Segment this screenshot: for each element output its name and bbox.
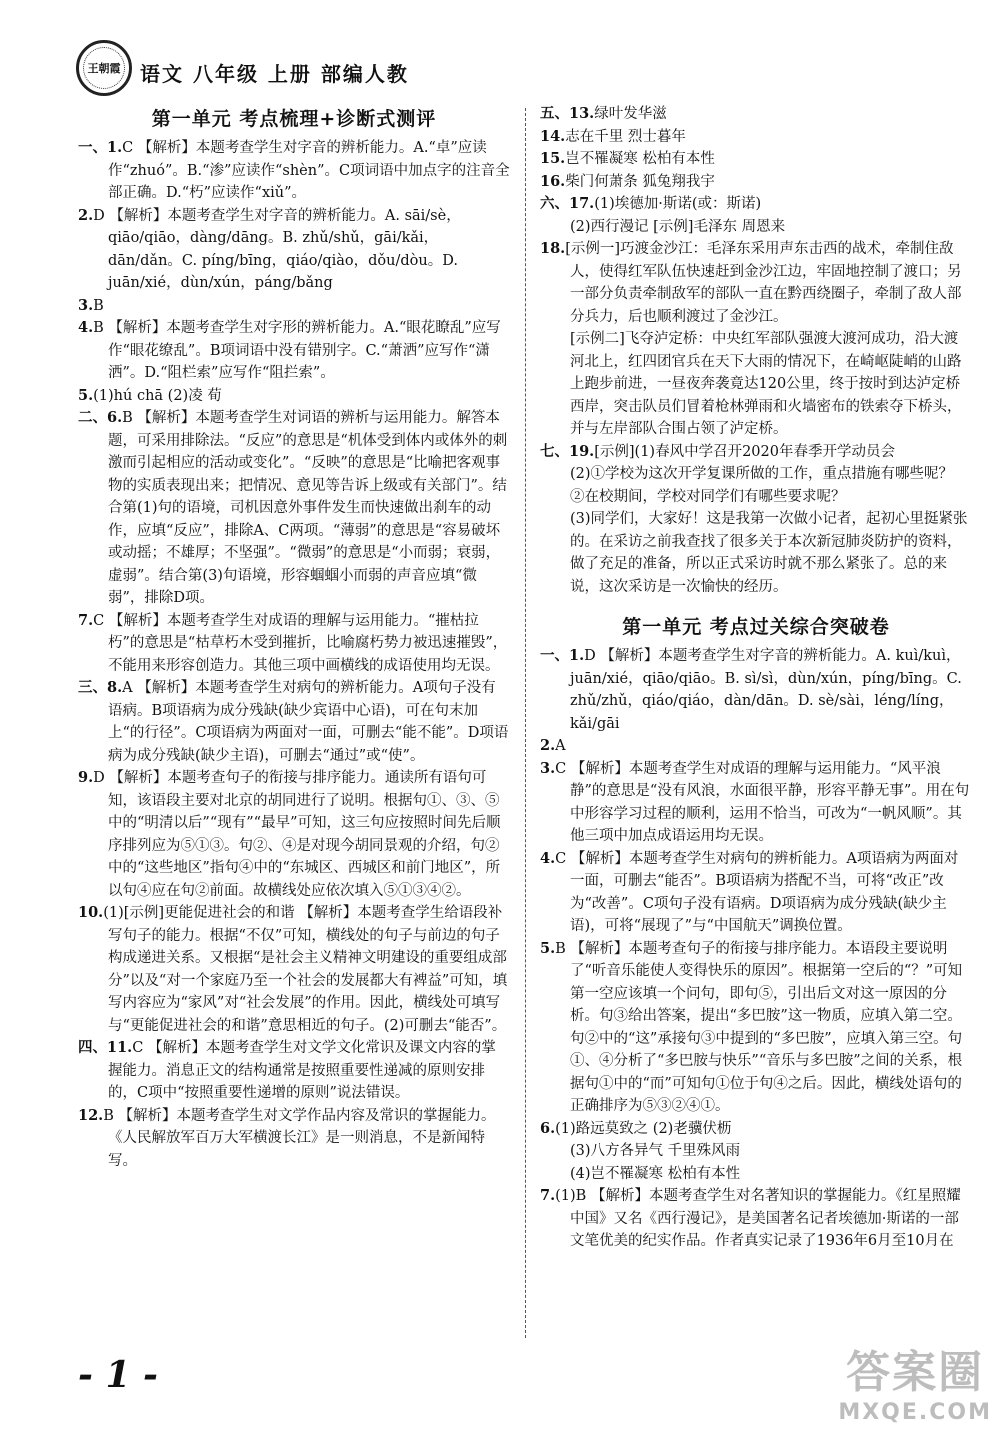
answer-item xyxy=(78,610,510,678)
answer-text: (1)路远莫致之 (2)老骥伏枥 xyxy=(555,1120,732,1137)
answer-text: (1)[示例]更能促进社会的和谐 【解析】本题考查学生给语段补写句子的能力。根据“不仅”可知，横线处的句子与前边的句子构成递进关系。又根据“是社会主义精神文明建设的重要组成部分”以及“对一个家庭乃至一个社会的发展都大有裨益”可知，填写内容应为“家风”对“社会发展”的作用。因此，横线处可填写与“更能促进社会的和谐”意思相近的句子。(2)可删去“能否”。 xyxy=(103,905,508,1034)
answer-text: B 【解析】本题考查学生对字形的辨析能力。A.“眼花瞭乱”应写作“眼花缭乱”。B项词语中没有错别字。C.“萧洒”应写作“潇洒”。D.“阻栏索”应写作“阻拦索”。 xyxy=(93,320,501,381)
column-divider xyxy=(525,108,526,1338)
watermark-url: MXQE.COM xyxy=(838,1400,992,1425)
answer-item xyxy=(540,938,972,1118)
answer-item xyxy=(540,735,972,758)
answer-text: C 【解析】本题考查学生对病句的辨析能力。A项语病为两面对一面，可删去“能否”。B项语病为搭配不当，可将“改正”改为“改善”。C项句子没有语病。D项语病为成分残缺(缺少主语)，可将“展现了”与“中国航天”调换位置。 xyxy=(555,850,959,934)
answer-text: C 【解析】本题考查学生对成语的理解与运用能力。“风平浪静”的意思是“没有风浪，水面很平静，形容平静无事”。用在句中形容学习过程的顺利，运用不恰当，可改为“一帆风顺”。其他三项中加点成语运用均无误。 xyxy=(555,760,970,844)
answer-item xyxy=(540,328,972,441)
answer-text: D 【解析】本题考查句子的衔接与排序能力。通读所有语句可知，该语段主要对北京的胡同进行了说明。根据句①、③、⑤中的“明清以后”“现有”“最早”可知，这三句应按照时间先后顺序排列应为⑤①③。句②、④是对现今胡同景观的介绍，句②中的“这些地区”指句④中的“东城区、西城区和前门地区”，所以句④应在句②前面。故横线处应依次填入⑤①③④②。 xyxy=(93,770,501,899)
section-title-comprehensive: 第一单元 考点过关综合突破卷 xyxy=(622,616,890,638)
answer-item xyxy=(540,193,972,216)
right-column xyxy=(540,103,972,1253)
publisher-logo: 王朝霞 xyxy=(76,40,132,96)
answer-text: B 【解析】本题考查学生对词语的辨析与运用能力。解答本题，可采用排除法。“反应”的意思是“机体受到体内或体外的刺激而引起相应的活动或变化”。“反映”的意思是“比喻把客观事物的实质表现出来；把情况、意见等告诉上级或有关部门”。结合第(1)句的语境，司机因意外事件发生而快速做出刹车的动作，应填“反应”，排除A、C两项。“薄弱”的意思是“容易破坏或动摇；不雄厚；不坚强”。“微弱”的意思是“小而弱；衰弱，虚弱”。结合第(3)句语境，形容蝈蝈小而弱的声音应填“微弱”，排除D项。 xyxy=(108,410,508,606)
answer-text: ②在校期间，学校对同学们有哪些要求呢？ xyxy=(570,488,846,505)
right-answer-list-bottom xyxy=(540,645,972,1253)
answer-item xyxy=(78,767,510,902)
left-column xyxy=(78,102,510,1172)
answer-text: 志在千里 烈士暮年 xyxy=(565,128,686,145)
answer-number: 二、6. xyxy=(78,409,123,426)
answer-text: B xyxy=(93,297,104,314)
answer-item xyxy=(78,385,510,408)
answer-item xyxy=(78,137,510,205)
answer-item xyxy=(540,463,972,486)
answer-item xyxy=(540,1163,972,1186)
answer-number: 4. xyxy=(78,319,94,336)
answer-number: 3. xyxy=(540,759,556,777)
answer-number: 5. xyxy=(78,386,94,404)
answer-text: (1)hú chā (2)凌 荀 xyxy=(93,387,222,404)
answer-number: 4. xyxy=(540,849,556,867)
page-number: - 1 - xyxy=(78,1354,158,1396)
answer-text: [示例一]巧渡金沙江：毛泽东采用声东击西的战术，牵制住敌人，使得红军队伍快速赶到金沙江边，牢固地控制了渡口；另一部分负责牵制敌军的部队一直在黔西绕圈子，牵制了敌人部分兵力，后也顺利渡过了金沙江。 xyxy=(565,241,962,325)
watermark xyxy=(838,1336,992,1425)
answer-item xyxy=(78,295,510,318)
answer-text: B 【解析】本题考查学生对文学作品内容及常识的掌握能力。《人民解放军百万大军横渡长江》是一则消息，不是新闻特写。 xyxy=(103,1107,496,1169)
answer-item xyxy=(540,1185,972,1253)
answer-number: 6. xyxy=(540,1119,556,1137)
answer-text: C 【解析】本题考查学生对成语的理解与运用能力。“摧枯拉朽”的意思是“枯草朽木受到摧折，比喻腐朽势力被迅速摧毁”，不能用来形容创造力。其他三项中画横线的成语使用均无误。 xyxy=(93,612,508,674)
answer-item xyxy=(540,126,972,149)
watermark-logo-text: 答案圈 xyxy=(846,1347,985,1398)
answer-item xyxy=(78,1105,510,1173)
answer-number: 三、8. xyxy=(78,679,123,696)
answer-item xyxy=(540,1140,972,1163)
answer-number: 14. xyxy=(540,127,566,145)
answer-text: C 【解析】本题考查学生对文学文化常识及课文内容的掌握能力。消息正文的结构通常是按照重要性递减的原则安排的，C项中“按照重要性递增的原则”说法错误。 xyxy=(108,1040,496,1101)
answer-number: 7. xyxy=(78,611,94,629)
page-header-title: 语文 八年级 上册 部编人教 xyxy=(140,62,409,86)
answer-number: 10. xyxy=(78,904,104,921)
answer-item xyxy=(78,1037,510,1105)
answer-item xyxy=(78,407,510,610)
answer-number: 一、1. xyxy=(78,139,123,156)
answer-item xyxy=(540,508,972,598)
answer-item xyxy=(78,317,510,385)
answer-text: [示例二]飞夺泸定桥：中央红军部队强渡大渡河成功，沿大渡河北上，红四团官兵在天下大雨的情况下，在崎岖陡峭的山路上跑步前进，一昼夜奔袭竟达120公里，终于按时到达泸定桥西岸，突击队员们冒着枪林弹雨和火墙密布的铁索夺下桥头，并与左岸部队合围占领了泸定桥。 xyxy=(570,331,962,437)
answer-item xyxy=(540,848,972,938)
answer-item xyxy=(540,758,972,848)
answer-text: (2)①学校为这次开学复课所做的工作，重点措施有哪些呢？ xyxy=(570,466,954,482)
answer-item xyxy=(540,238,972,328)
answer-number: 16. xyxy=(540,172,566,190)
answer-text: D 【解析】本题考查学生对字音的辨析能力。A. kuì/kuì，juān/xié，qiāo/qiāo。B. sì/sì，dùn/xún，píng/bīng。C. zhǔ/zhǔ，qiáo/qiáo，dàn/dān。D. sè/sài，léng/líng，kǎi/gāi xyxy=(570,648,962,732)
answer-item xyxy=(540,1118,972,1141)
answer-item xyxy=(78,677,510,767)
answer-text: A xyxy=(555,738,566,754)
answer-text: [示例](1)春风中学召开2020年春季开学动员会 xyxy=(594,443,895,460)
answer-text: C 【解析】本题考查学生对字音的辨析能力。A.“卓”应读作“zhuó”。B.“渗”应读作“shèn”。C项词语中加点字的注音全部正确。D.“朽”应读作“xiǔ”。 xyxy=(108,140,510,201)
answer-text: 绿叶发华滋 xyxy=(594,106,667,122)
answer-item xyxy=(540,171,972,194)
answer-number: 3. xyxy=(78,296,94,314)
answer-text: B 【解析】本题考查句子的衔接与排序能力。本语段主要说明了“听音乐能使人变得快乐的原因”。根据第一空后的“？”可知第一空应该填一个问句，即句⑤，引出后文对这一原因的分析。句③给出答案，提出“多巴胺”这一物质，应填入第二空。句②中的“这”承接句③中提到的“多巴胺”，应填入第三空。句①、④分析了“多巴胺与快乐”“音乐与多巴胺”之间的关系，根据句①中的“而”可知句①位于句④之后。因此，横线处语句的正确排序为⑤③②④①。 xyxy=(555,940,963,1114)
answer-text: (1)B 【解析】本题考查学生对名著知识的掌握能力。《红星照耀中国》又名《西行漫记》，是美国著名记者埃德加·斯诺的一部文笔优美的纪实作品。作者真实记录了1936年6月至10月在 xyxy=(555,1188,961,1249)
answer-item xyxy=(540,216,972,239)
answer-number: 四、11. xyxy=(78,1039,133,1056)
answer-number: 18. xyxy=(540,240,566,257)
answer-item xyxy=(540,441,972,464)
right-answer-list-top xyxy=(540,103,972,598)
answer-text: (4)岂不罹凝寒 松柏有本性 xyxy=(570,1165,741,1182)
answer-item xyxy=(78,902,510,1037)
answer-item xyxy=(540,645,972,735)
answer-number: 15. xyxy=(540,150,566,167)
answer-number: 七、19. xyxy=(540,442,595,460)
answer-text: 岂不罹凝寒 松柏有本性 xyxy=(565,151,715,167)
answer-number: 2. xyxy=(78,206,94,224)
answer-text: (2)西行漫记 [示例]毛泽东 周恩来 xyxy=(570,218,786,235)
answer-number: 12. xyxy=(78,1106,104,1124)
answer-number: 5. xyxy=(540,939,556,957)
answer-text: D 【解析】本题考查学生对字音的辨析能力。A. sāi/sè，qiāo/qiāo，dàng/dāng。B. zhǔ/shǔ，gāi/kǎi，dān/dǎn。C. píng/bīng，qiáo/qiào，dǒu/dòu。D. juān/xié，dùn/xún，páng/bǎng xyxy=(93,207,461,291)
answer-text: (1)埃德加·斯诺(或：斯诺) xyxy=(594,196,762,212)
answer-number: 9. xyxy=(78,769,94,786)
answer-text: A 【解析】本题考查学生对病句的辨析能力。A项句子没有语病。B项语病为成分残缺(缺少宾语中心语)，可在句末加上“的行径”。C项语病为两面对一面，可删去“能不能”。D项语病为成分残缺(缺少主语)，可删去“通过”或“使”。 xyxy=(108,680,509,764)
answer-item xyxy=(540,148,972,171)
answer-text: (3)八方各异气 千里殊风雨 xyxy=(570,1143,741,1159)
answer-text: (3)同学们，大家好！这是我第一次做小记者，起初心里挺紧张的。在采访之前我查找了很多关于本次新冠肺炎防护的资料，做了充足的准备，所以正式采访时就不那么紧张了。总的来说，这次采访是一次愉快的经历。 xyxy=(570,511,968,595)
answer-number: 7. xyxy=(540,1187,556,1204)
answer-item xyxy=(540,486,972,509)
section-title-diagnostic: 第一单元 考点梳理+诊断式测评 xyxy=(151,108,437,130)
answer-number: 一、1. xyxy=(540,647,585,664)
answer-item xyxy=(78,205,510,295)
answer-item xyxy=(540,103,972,126)
answer-number: 五、13. xyxy=(540,105,595,122)
answer-text: 柴门何萧条 狐兔翔我宇 xyxy=(565,173,715,190)
answer-number: 2. xyxy=(540,737,556,754)
left-answer-list xyxy=(78,137,510,1172)
answer-number: 六、17. xyxy=(540,195,595,212)
